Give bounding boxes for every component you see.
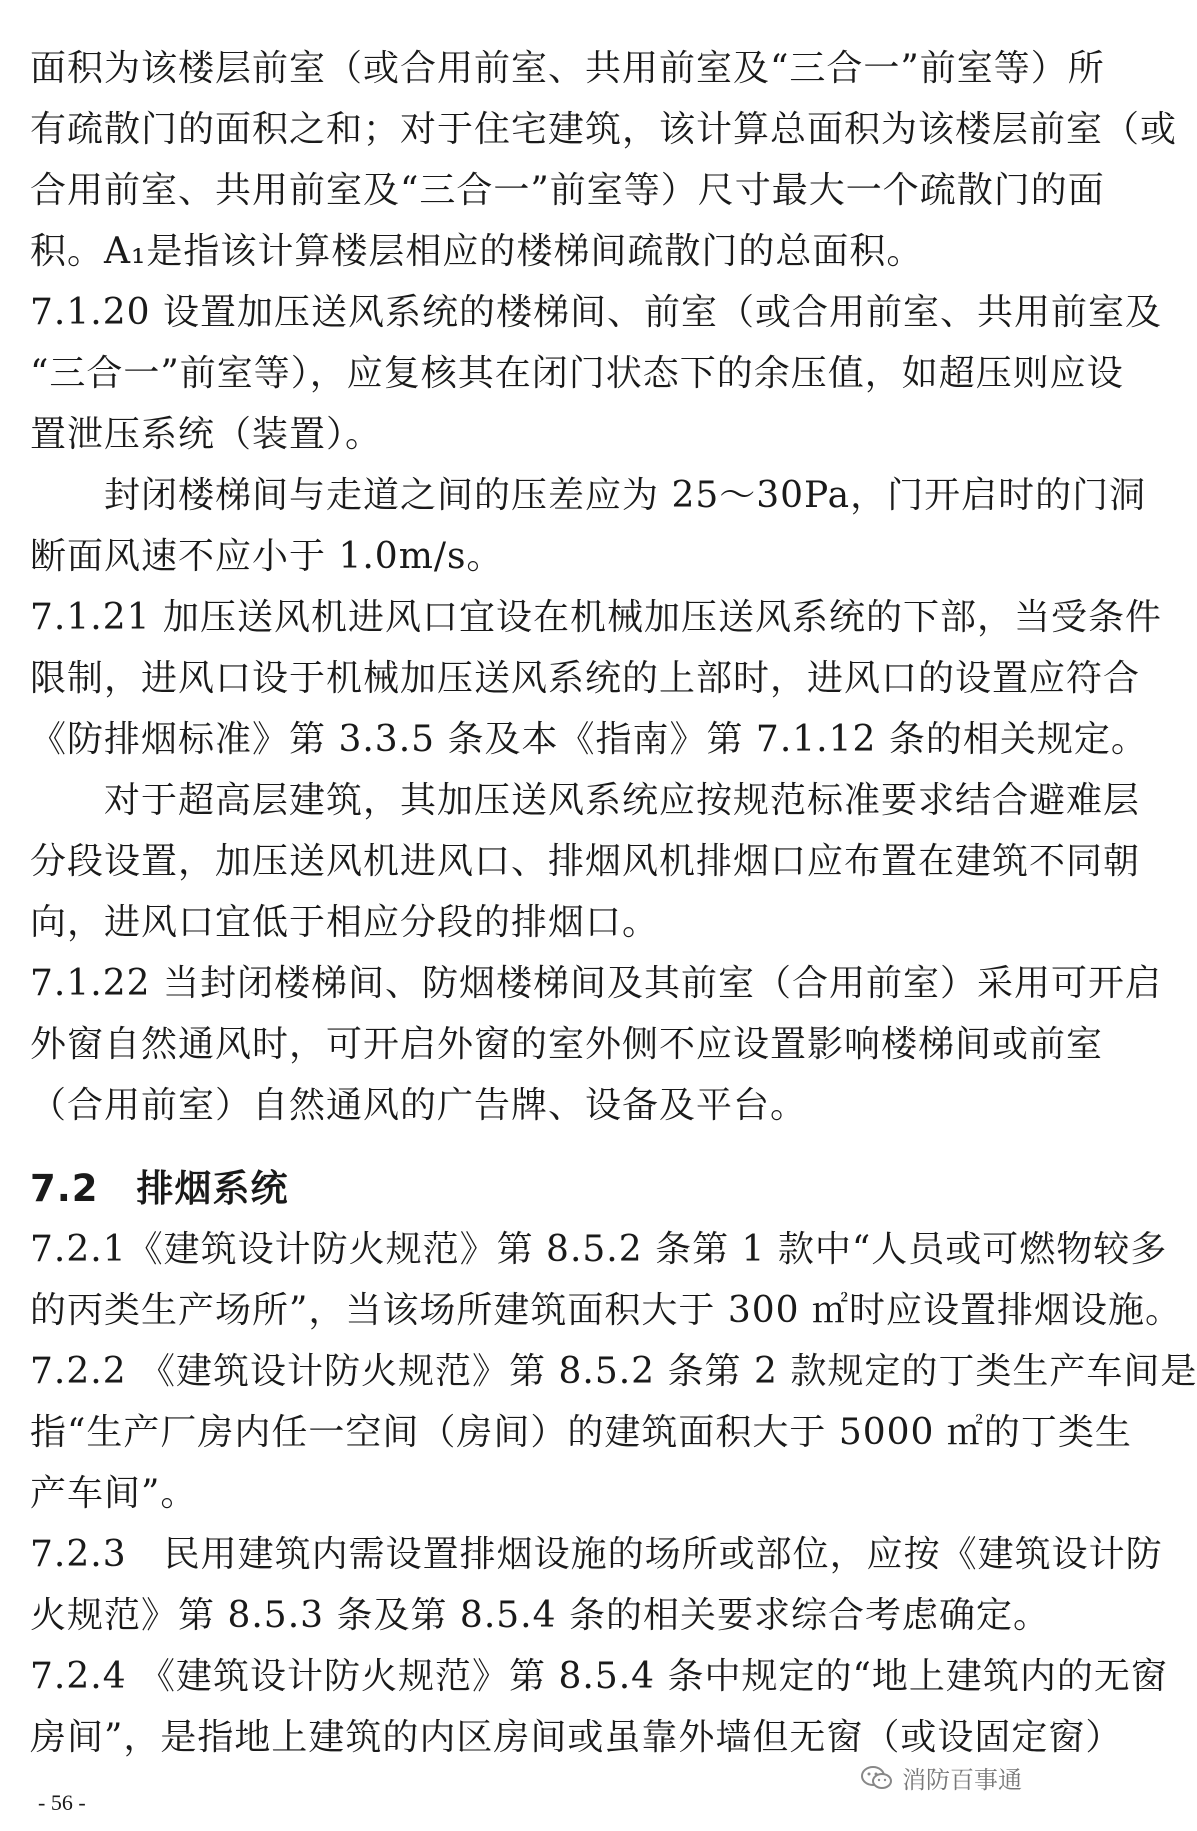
text-line: 向，进风口宜低于相应分段的排烟口。 [30,902,660,943]
text-line: “三合一”前室等），应复核其在闭门状态下的余压值，如超压则应设 [30,353,1124,394]
text-line: 7.1.21 加压送风机进风口宜设在机械加压送风系统的下部，当受条件 [30,597,1162,638]
text-line: 外窗自然通风时，可开启外窗的室外侧不应设置影响楼梯间或前室 [30,1024,1104,1065]
text-line: 对于超高层建筑，其加压送风系统应按规范标准要求结合避难层 [30,780,1141,821]
text-line: 指“生产厂房内任一空间（房间）的建筑面积大于 5000 ㎡的丁类生 [30,1412,1132,1453]
text-line: 面积为该楼层前室（或合用前室、共用前室及“三合一”前室等）所 [30,48,1105,89]
text-line: 限制，进风口设于机械加压送风系统的上部时，进风口的设置应符合 [30,658,1141,699]
text-line: 积。A₁是指该计算楼层相应的楼梯间疏散门的总面积。 [30,231,924,272]
text-line: 房间”，是指地上建筑的内区房间或虽靠外墙但无窗（或设固定窗） [30,1717,1123,1758]
text-line: 7.1.20 设置加压送风系统的楼梯间、前室（或合用前室、共用前室及 [30,292,1162,333]
text-line: 7.2.2 《建筑设计防火规范》第 8.5.2 条第 2 款规定的丁类生产车间是 [30,1351,1197,1392]
page-number: - 56 - [38,1790,86,1815]
text-line: 封闭楼梯间与走道之间的压差应为 25～30Pa，门开启时的门洞 [30,475,1147,516]
wechat-icon [860,1765,894,1791]
text-line: 7.2.3 民用建筑内需设置排烟设施的场所或部位，应按《建筑设计防 [30,1534,1163,1575]
text-line: （合用前室）自然通风的广告牌、设备及平台。 [30,1085,808,1126]
text-line: 7.2.4 《建筑设计防火规范》第 8.5.4 条中规定的“地上建筑内的无窗 [30,1656,1168,1697]
watermark [860,1760,1022,1795]
text-line: 断面风速不应小于 1.0m/s。 [30,536,504,577]
section-heading: 7.2 排烟系统 [30,1167,289,1210]
text-line: 的丙类生产场所”，当该场所建筑面积大于 300 ㎡时应设置排烟设施。 [30,1290,1183,1331]
text-line: 合用前室、共用前室及“三合一”前室等）尺寸最大一个疏散门的面 [30,170,1105,211]
text-line: 置泄压系统（装置）。 [30,414,383,455]
text-line: 有疏散门的面积之和；对于住宅建筑，该计算总面积为该楼层前室（或 [30,109,1178,150]
text-line: 7.2.1《建筑设计防火规范》第 8.5.2 条第 1 款中“人员或可燃物较多 [30,1229,1168,1270]
watermark-text: 消防百事通 [902,1766,1022,1794]
text-line: 分段设置，加压送风机进风口、排烟风机排烟口应布置在建筑不同朝 [30,841,1141,882]
text-line: 产车间”。 [30,1473,198,1514]
text-line: 火规范》第 8.5.3 条及第 8.5.4 条的相关要求综合考虑确定。 [30,1595,1050,1636]
text-line: 《防排烟标准》第 3.3.5 条及本《指南》第 7.1.12 条的相关规定。 [30,719,1148,760]
text-line: 7.1.22 当封闭楼梯间、防烟楼梯间及其前室（合用前室）采用可开启 [30,963,1162,1004]
